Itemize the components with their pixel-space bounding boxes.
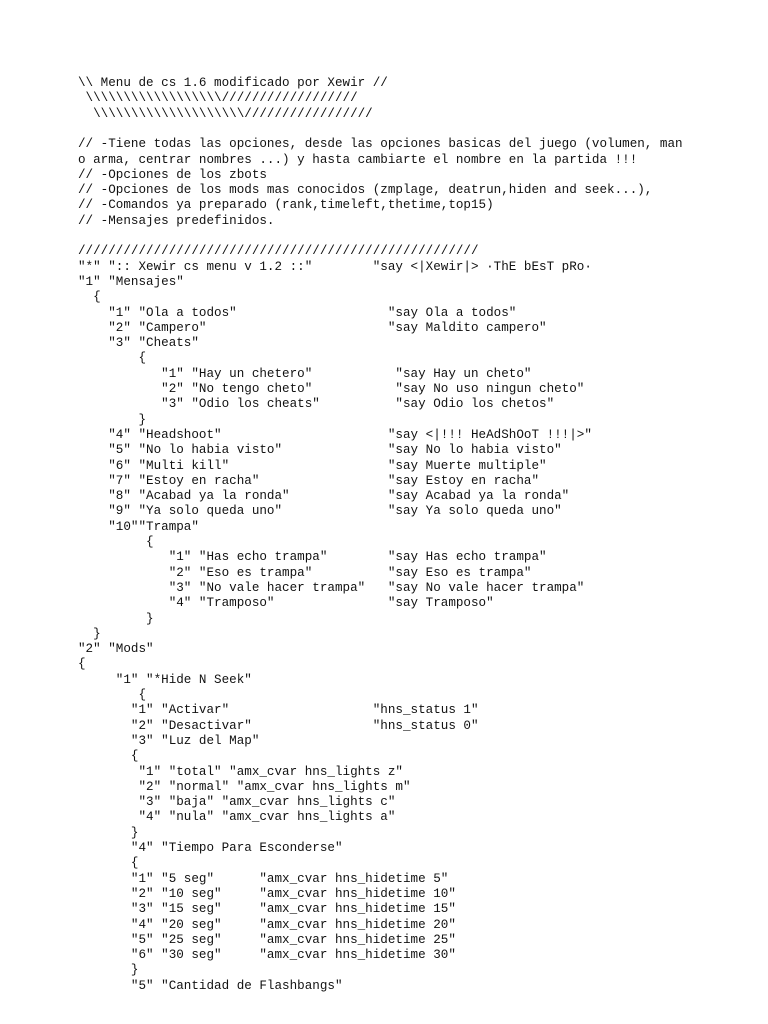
- text-line: "2" "Eso es trampa" "say Eso es trampa": [78, 565, 532, 580]
- text-line: \\\\\\\\\\\\\\\\\\//////////////////: [78, 91, 358, 106]
- text-line: "3" "15 seg" "amx_cvar hns_hidetime 15": [78, 902, 456, 917]
- text-line: "1" "Ola a todos" "say Ola a todos": [78, 305, 517, 320]
- text-line: "5" "25 seg" "amx_cvar hns_hidetime 25": [78, 932, 456, 947]
- text-line: "9" "Ya solo queda uno" "say Ya solo queda uno": [78, 504, 562, 519]
- text-line: "1" "Activar" "hns_status 1": [78, 703, 479, 718]
- text-line: "1" "5 seg" "amx_cvar hns_hidetime 5": [78, 871, 449, 886]
- text-line: "3" "No vale hacer trampa" "say No vale hacer trampa": [78, 580, 585, 595]
- text-line: "3" "Odio los cheats" "say Odio los chetos": [78, 397, 555, 412]
- text-line: {: [78, 290, 101, 305]
- text-line: // -Comandos ya preparado (rank,timeleft,thetime,top15): [78, 198, 494, 213]
- text-line: "4" "20 seg" "amx_cvar hns_hidetime 20": [78, 917, 456, 932]
- text-line: "2" "10 seg" "amx_cvar hns_hidetime 10": [78, 886, 456, 901]
- text-line: "2" "Desactivar" "hns_status 0": [78, 718, 479, 733]
- text-line: "1" "Has echo trampa" "say Has echo trampa": [78, 550, 547, 565]
- text-line: "5" "No lo habia visto" "say No lo habia visto": [78, 443, 562, 458]
- text-line: }: [78, 611, 154, 626]
- text-line: "6" "30 seg" "amx_cvar hns_hidetime 30": [78, 948, 456, 963]
- text-line: // -Opciones de los zbots: [78, 167, 267, 182]
- text-line: "1" "Hay un chetero" "say Hay un cheto": [78, 366, 532, 381]
- text-line: }: [78, 626, 101, 641]
- text-line: "4" "Headshoot" "say <|!!! HeAdShOoT !!!|>": [78, 427, 592, 442]
- text-line: "3" "Cheats": [78, 336, 199, 351]
- text-line: "2" "normal" "amx_cvar hns_lights m": [78, 779, 411, 794]
- text-line: "1" "Mensajes": [78, 274, 184, 289]
- text-line: "8" "Acabad ya la ronda" "say Acabad ya la ronda": [78, 489, 570, 504]
- text-line: "*" ":: Xewir cs menu v 1.2 ::" "say <|Xewir|> ·ThE bEsT pRo·: [78, 259, 592, 274]
- text-line: "4" "Tiempo Para Esconderse": [78, 841, 343, 855]
- text-line: "2" "Campero" "say Maldito campero": [78, 320, 547, 335]
- text-line: // -Tiene todas las opciones, desde las opciones basicas del juego (volumen, man: [78, 137, 683, 152]
- text-line: \\\\\\\\\\\\\\\\\\\\/////////////////: [78, 106, 373, 121]
- text-line: }: [78, 825, 139, 840]
- text-line: {: [78, 535, 154, 549]
- text-line: {: [78, 351, 147, 366]
- text-line: "1" "*Hide N Seek": [78, 672, 252, 687]
- text-line: {: [78, 657, 86, 672]
- text-line: }: [78, 412, 147, 427]
- text-line: "2" "Mods": [78, 642, 154, 657]
- text-line: }: [78, 963, 139, 978]
- text-line: {: [78, 856, 139, 871]
- text-line: "6" "Multi kill" "say Muerte multiple": [78, 458, 547, 473]
- text-line: // -Opciones de los mods mas conocidos (zmplage, deatrun,hiden and seek...),: [78, 183, 653, 198]
- text-line: "2" "No tengo cheto" "say No uso ningun cheto": [78, 382, 585, 396]
- text-line: "5" "Cantidad de Flashbangs": [78, 978, 343, 993]
- text-line: \\ Menu de cs 1.6 modificado por Xewir //: [78, 76, 388, 90]
- text-line: // -Mensajes predefinidos.: [78, 213, 275, 228]
- text-line: /////////////////////////////////////////////////////: [78, 244, 479, 259]
- text-line: "1" "total" "amx_cvar hns_lights z": [78, 764, 403, 779]
- text-line: {: [78, 688, 147, 702]
- text-line: "3" "baja" "amx_cvar hns_lights c": [78, 795, 396, 810]
- text-line: "4" "nula" "amx_cvar hns_lights a": [78, 810, 396, 825]
- text-line: o arma, centrar nombres ...) y hasta cambiarte el nombre en la partida !!!: [78, 152, 638, 167]
- text-line: {: [78, 749, 139, 764]
- text-line: "7" "Estoy en racha" "say Estoy en racha": [78, 473, 540, 488]
- text-line: "3" "Luz del Map": [78, 733, 260, 748]
- text-line: "4" "Tramposo" "say Tramposo": [78, 596, 494, 611]
- text-line: "10""Trampa": [78, 519, 199, 534]
